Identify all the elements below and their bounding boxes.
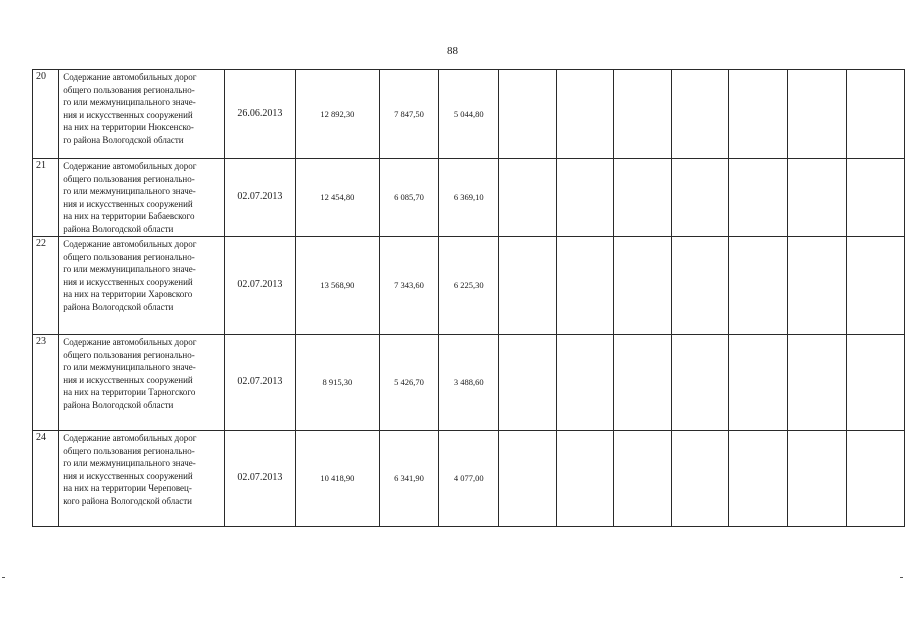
empty-cell — [556, 70, 614, 159]
table-row — [33, 159, 905, 237]
empty-cell — [671, 431, 729, 527]
row-name-line: Содержание автомобильных дорог — [63, 161, 197, 171]
row-number: 22 — [33, 237, 59, 335]
row-part1: 6 341,90 — [379, 431, 439, 527]
row-name-line: общего пользования регионально- — [63, 84, 195, 95]
row-total: 13 568,90 — [296, 237, 379, 335]
empty-cell — [847, 431, 905, 527]
table-row — [33, 335, 905, 431]
row-name-line: общего пользования регионально- — [63, 445, 195, 456]
empty-cell — [499, 335, 557, 431]
empty-cell — [556, 237, 614, 335]
table-row — [33, 237, 905, 335]
row-name-line: кого района Вологодской области — [63, 495, 192, 506]
scan-edge-mark — [2, 577, 5, 578]
row-name-line: на них на территории Нюксенско- — [63, 122, 194, 133]
row-name — [59, 159, 224, 237]
empty-cell — [671, 335, 729, 431]
empty-cell — [614, 237, 672, 335]
row-name-line: го или межмуниципального значе- — [63, 264, 196, 275]
row-name-line: Содержание автомобильных дорог — [63, 72, 197, 82]
row-name-line: общего пользования регионально- — [63, 251, 195, 262]
empty-cell — [729, 237, 788, 335]
row-part2: 6 225,30 — [439, 237, 499, 335]
empty-cell — [499, 159, 557, 237]
empty-cell — [847, 237, 905, 335]
empty-cell — [556, 431, 614, 527]
row-name-line: Содержание автомобильных дорог — [63, 433, 197, 443]
empty-cell — [671, 237, 729, 335]
empty-cell — [787, 431, 846, 527]
row-name — [59, 237, 224, 335]
row-part1: 7 343,60 — [379, 237, 439, 335]
empty-cell — [499, 70, 557, 159]
empty-cell — [614, 335, 672, 431]
row-name-line: района Вологодской области — [63, 223, 174, 234]
row-name-line: ния и искусственных сооружений — [63, 109, 193, 120]
empty-cell — [787, 237, 846, 335]
row-name-line: го или межмуниципального значе- — [63, 97, 196, 108]
table-row — [33, 70, 905, 159]
empty-cell — [787, 70, 846, 159]
empty-cell — [671, 70, 729, 159]
row-part1: 5 426,70 — [379, 335, 439, 431]
empty-cell — [729, 159, 788, 237]
empty-cell — [671, 159, 729, 237]
row-name-line: на них на территории Череповец- — [63, 483, 192, 494]
table-row — [33, 431, 905, 527]
row-name — [59, 70, 224, 159]
row-date: 02.07.2013 — [224, 335, 295, 431]
row-name-line: общего пользования регионально- — [63, 173, 195, 184]
row-part1: 7 847,50 — [379, 70, 439, 159]
empty-cell — [729, 70, 788, 159]
empty-cell — [614, 70, 672, 159]
empty-cell — [499, 431, 557, 527]
empty-cell — [847, 159, 905, 237]
row-name-line: на них на территории Харовского — [63, 289, 193, 300]
empty-cell — [556, 335, 614, 431]
row-name-line: ния и искусственных сооружений — [63, 198, 193, 209]
scan-edge-mark — [900, 577, 903, 578]
row-total: 12 892,30 — [296, 70, 379, 159]
empty-cell — [499, 237, 557, 335]
row-name-line: го или межмуниципального значе- — [63, 362, 196, 373]
empty-cell — [787, 159, 846, 237]
empty-cell — [787, 335, 846, 431]
row-date: 26.06.2013 — [224, 70, 295, 159]
row-name-line: го района Вологодской области — [63, 134, 184, 145]
row-name — [59, 431, 224, 527]
row-number: 20 — [33, 70, 59, 159]
row-number: 23 — [33, 335, 59, 431]
empty-cell — [614, 431, 672, 527]
row-name-line: ния и искусственных сооружений — [63, 470, 193, 481]
empty-cell — [614, 159, 672, 237]
empty-cell — [556, 159, 614, 237]
row-total: 8 915,30 — [296, 335, 379, 431]
row-name-line: на них на территории Бабаевского — [63, 211, 195, 222]
row-name-line: района Вологодской области — [63, 399, 174, 410]
row-part1: 6 085,70 — [379, 159, 439, 237]
row-date: 02.07.2013 — [224, 159, 295, 237]
row-date: 02.07.2013 — [224, 431, 295, 527]
row-name-line: Содержание автомобильных дорог — [63, 239, 197, 249]
empty-cell — [847, 70, 905, 159]
row-part2: 5 044,80 — [439, 70, 499, 159]
row-name-line: общего пользования регионально- — [63, 349, 195, 360]
row-name-line: района Вологодской области — [63, 301, 174, 312]
row-name-line: го или межмуниципального значе- — [63, 186, 196, 197]
row-name — [59, 335, 224, 431]
row-name-line: го или межмуниципального значе- — [63, 458, 196, 469]
page-number: 88 — [447, 45, 458, 57]
row-name-line: на них на территории Тарногского — [63, 387, 196, 398]
empty-cell — [847, 335, 905, 431]
row-number: 24 — [33, 431, 59, 527]
row-part2: 4 077,00 — [439, 431, 499, 527]
empty-cell — [729, 335, 788, 431]
row-part2: 3 488,60 — [439, 335, 499, 431]
document-table — [32, 69, 905, 527]
row-total: 12 454,80 — [296, 159, 379, 237]
row-total: 10 418,90 — [296, 431, 379, 527]
row-name-line: ния и искусственных сооружений — [63, 374, 193, 385]
row-part2: 6 369,10 — [439, 159, 499, 237]
row-date: 02.07.2013 — [224, 237, 295, 335]
row-name-line: ния и искусственных сооружений — [63, 276, 193, 287]
row-number: 21 — [33, 159, 59, 237]
row-name-line: Содержание автомобильных дорог — [63, 337, 197, 347]
empty-cell — [729, 431, 788, 527]
